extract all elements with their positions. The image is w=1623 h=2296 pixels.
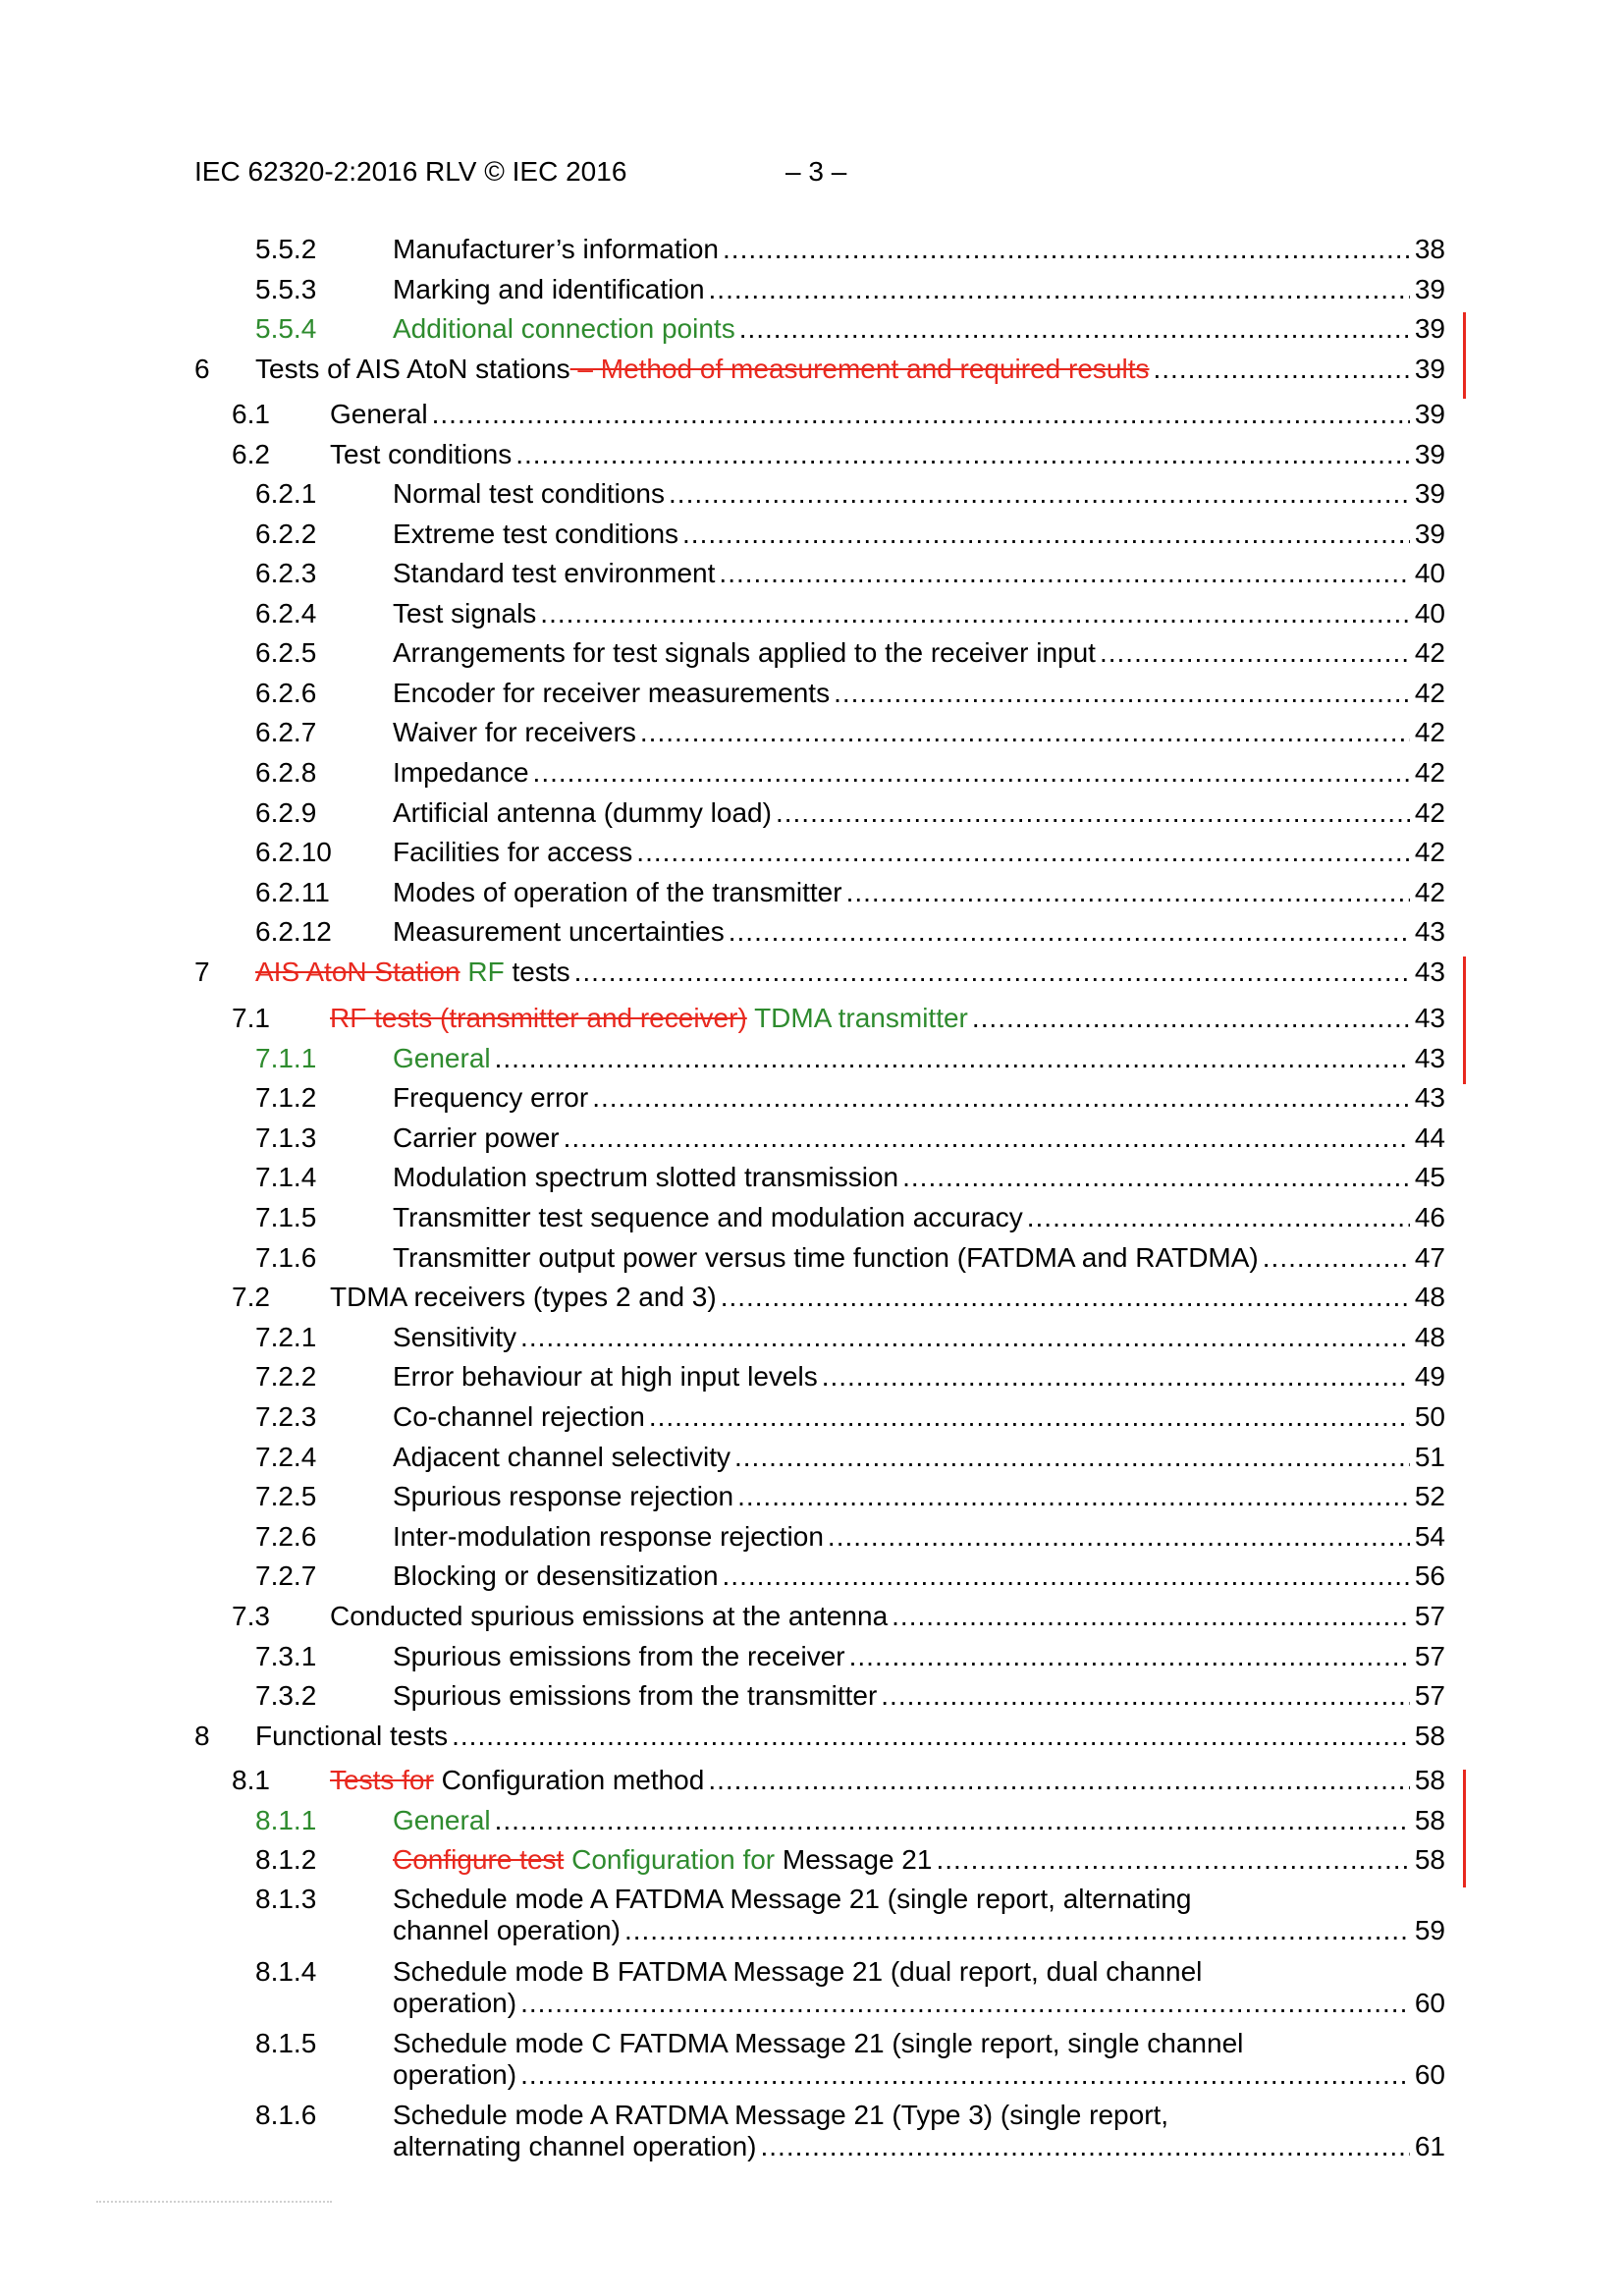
toc-entry-number: 6.2.11: [255, 877, 330, 907]
toc-entry[interactable]: [194, 2100, 1445, 2164]
toc-entry-number: 8.1: [232, 1765, 270, 1795]
toc-entry[interactable]: [194, 1805, 1445, 1838]
toc-entry[interactable]: [194, 1765, 1445, 1798]
toc-entry[interactable]: [194, 877, 1445, 910]
toc-entry-page-number: 42: [1414, 877, 1445, 907]
toc-entry[interactable]: [194, 1601, 1445, 1634]
dot-leader: [723, 234, 1410, 265]
dot-leader: [636, 837, 1410, 868]
dot-leader: [649, 1401, 1410, 1433]
toc-entry-page-number: 57: [1414, 1680, 1445, 1711]
toc-entry-title: [393, 274, 705, 305]
toc-entry-page-number: 43: [1414, 1082, 1445, 1113]
toc-entry-page-number: 40: [1414, 598, 1445, 629]
toc-entry-page-number: 58: [1414, 1765, 1445, 1795]
dot-leader: [495, 1805, 1410, 1836]
toc-entry-title: [393, 1043, 491, 1074]
dot-leader: [640, 717, 1410, 748]
dot-leader: [849, 1641, 1410, 1672]
title-text: operation): [393, 2059, 517, 2090]
toc-entry-page-number: 42: [1414, 678, 1445, 708]
dot-leader: [574, 957, 1410, 988]
toc-entry-page-number: 57: [1414, 1601, 1445, 1631]
toc-entry-number: 7.1.3: [255, 1122, 317, 1153]
toc-entry[interactable]: [194, 916, 1445, 950]
inserted-text: RF: [467, 957, 505, 987]
toc-entry[interactable]: [194, 1122, 1445, 1156]
title-text: Transmitter test sequence and modulation accuracy: [393, 1202, 1023, 1232]
title-text: Message 21: [775, 1844, 933, 1875]
dot-leader: [708, 1765, 1410, 1796]
dot-leader: [902, 1162, 1410, 1193]
toc-entry[interactable]: [194, 313, 1445, 347]
toc-entry[interactable]: [194, 757, 1445, 791]
toc-entry-page-number: 46: [1414, 1202, 1445, 1232]
toc-entry-page-number: 47: [1414, 1242, 1445, 1273]
title-text: Measurement uncertainties: [393, 916, 725, 947]
dot-leader: [432, 399, 1410, 430]
dot-leader: [776, 797, 1410, 829]
toc-entry-page-number: 48: [1414, 1282, 1445, 1312]
toc-entry[interactable]: [194, 1003, 1445, 1036]
toc-entry-title: [393, 313, 735, 345]
toc-entry-title: [393, 234, 719, 265]
dot-leader: [1100, 637, 1410, 669]
toc-entry-title: [393, 1242, 1259, 1274]
dot-leader: [846, 877, 1410, 908]
toc-entry-title: [393, 1442, 730, 1473]
toc-entry-title-line: Schedule mode A FATDMA Message 21 (single report, alternating: [393, 1884, 1192, 1914]
toc-entry[interactable]: [194, 717, 1445, 750]
toc-entry-title: [393, 2131, 756, 2162]
dot-leader: [533, 757, 1410, 789]
toc-entry[interactable]: [194, 1521, 1445, 1555]
toc-entry-page-number: 39: [1414, 274, 1445, 304]
toc-entry-page-number: 39: [1414, 478, 1445, 509]
dot-leader: [729, 916, 1410, 948]
toc-entry-page-number: 60: [1414, 1988, 1445, 2018]
toc-entry-page-number: 42: [1414, 837, 1445, 867]
title-text: Test signals: [393, 598, 537, 629]
toc-entry-title: [393, 1680, 877, 1712]
toc-entry-page-number: 61: [1414, 2131, 1445, 2161]
toc-entry-page-number: 42: [1414, 757, 1445, 788]
toc-entry-page-number: 39: [1414, 399, 1445, 429]
change-bar: [1463, 1770, 1466, 1887]
dot-leader: [719, 558, 1410, 589]
toc-entry-number: 7.2.1: [255, 1322, 317, 1352]
toc-entry-number: 6.2.2: [255, 519, 317, 549]
toc-entry[interactable]: [194, 837, 1445, 870]
toc-entry-title: [393, 1162, 898, 1193]
toc-entry[interactable]: [194, 2028, 1445, 2093]
dot-leader: [624, 1915, 1410, 1946]
title-text: Carrier power: [393, 1122, 560, 1153]
toc-entry[interactable]: [194, 519, 1445, 552]
toc-entry-page-number: 51: [1414, 1442, 1445, 1472]
toc-entry-title: [330, 1601, 888, 1632]
title-text: Spurious response rejection: [393, 1481, 734, 1511]
toc-entry-number: 6.2: [232, 439, 270, 469]
toc-entry-number: 7.2.5: [255, 1481, 317, 1511]
dot-leader: [495, 1043, 1410, 1074]
title-text: Arrangements for test signals applied to the receiver input: [393, 637, 1096, 668]
toc-entry-number: 8.1.4: [255, 1956, 317, 1987]
toc-entry[interactable]: [194, 598, 1445, 631]
toc-entry-title: [393, 717, 636, 748]
toc-entry-number: 7.3: [232, 1601, 270, 1631]
toc-entry-title: [393, 877, 842, 908]
toc-entry-page-number: 39: [1414, 354, 1445, 384]
toc-entry-number: 6.2.4: [255, 598, 317, 629]
toc-entry-page-number: 43: [1414, 957, 1445, 987]
title-text: Marking and identification: [393, 274, 705, 304]
dot-leader: [822, 1361, 1410, 1393]
toc-entry-page-number: 40: [1414, 558, 1445, 588]
toc-entry[interactable]: [194, 1162, 1445, 1195]
toc-entry-title: [393, 1805, 491, 1836]
toc-entry-number: 8: [194, 1721, 210, 1751]
toc-entry[interactable]: [194, 797, 1445, 831]
toc-entry-number: 6.2.12: [255, 916, 332, 947]
toc-entry-title: [330, 399, 428, 430]
title-text: Encoder for receiver measurements: [393, 678, 831, 708]
toc-entry[interactable]: [194, 1721, 1445, 1754]
toc-entry[interactable]: [194, 234, 1445, 267]
toc-entry-page-number: 50: [1414, 1401, 1445, 1432]
deleted-text: Tests for: [330, 1765, 434, 1795]
toc-entry[interactable]: [194, 1844, 1445, 1878]
dot-leader: [1263, 1242, 1410, 1274]
toc-entry-title-line: Schedule mode A RATDMA Message 21 (Type 3) (single report,: [393, 2100, 1169, 2130]
toc-entry-title: [330, 1003, 968, 1034]
toc-entry-number: 7.2.7: [255, 1560, 317, 1591]
toc-entry-title: [255, 1721, 448, 1752]
toc-entry-page-number: 60: [1414, 2059, 1445, 2090]
toc-entry-page-number: 38: [1414, 234, 1445, 264]
title-text: Normal test conditions: [393, 478, 666, 509]
header-document-reference: IEC 62320-2:2016 RLV © IEC 2016: [194, 156, 627, 187]
dot-leader: [723, 1560, 1410, 1592]
toc-entry-page-number: 42: [1414, 637, 1445, 668]
toc-entry-number: 8.1.2: [255, 1844, 317, 1875]
dot-leader: [520, 1322, 1410, 1353]
dot-leader: [892, 1601, 1410, 1632]
toc-entry-title: [393, 797, 772, 829]
header-page-number: – 3 –: [785, 156, 847, 187]
toc-entry-title: [393, 558, 715, 589]
dot-leader: [721, 1282, 1410, 1313]
toc-entry-title: [393, 1844, 932, 1876]
dot-leader: [592, 1082, 1410, 1114]
toc-entry-number: 7.1.6: [255, 1242, 317, 1273]
toc-entry-number: 8.1.3: [255, 1884, 317, 1914]
toc-entry-title: [393, 1641, 845, 1672]
toc-entry-number: 8.1.5: [255, 2028, 317, 2058]
toc-entry-title: [393, 1202, 1023, 1233]
toc-entry-number: 6.2.7: [255, 717, 317, 747]
title-text: Configuration method: [433, 1765, 705, 1795]
toc-entry[interactable]: [194, 1442, 1445, 1475]
title-text: Modes of operation of the transmitter: [393, 877, 842, 907]
title-text: Waiver for receivers: [393, 717, 636, 747]
toc-entry[interactable]: [194, 1560, 1445, 1594]
title-text: Spurious emissions from the receiver: [393, 1641, 845, 1671]
toc-entry-title: [393, 1322, 516, 1353]
toc-entry-number: 7.2.4: [255, 1442, 317, 1472]
toc-entry-number: 7.2.3: [255, 1401, 317, 1432]
toc-entry-page-number: 58: [1414, 1721, 1445, 1751]
title-text: Adjacent channel selectivity: [393, 1442, 730, 1472]
title-text: Co-channel rejection: [393, 1401, 645, 1432]
toc-entry-number: 7.1.4: [255, 1162, 317, 1192]
title-text: Tests of AIS AtoN stations: [255, 354, 570, 384]
title-text: [564, 1844, 571, 1875]
toc-entry-number: 7.1.1: [255, 1043, 317, 1073]
change-bar: [1463, 312, 1466, 399]
toc-entry-title: [393, 637, 1096, 669]
toc-entry[interactable]: [194, 439, 1445, 472]
dot-leader: [760, 2131, 1410, 2162]
toc-entry-number: 6.2.10: [255, 837, 332, 867]
toc-entry[interactable]: [194, 274, 1445, 307]
toc-entry-title-line: Schedule mode B FATDMA Message 21 (dual report, dual channel: [393, 1956, 1203, 1987]
toc-entry[interactable]: [194, 399, 1445, 432]
toc-entry-number: 7.1: [232, 1003, 270, 1033]
toc-entry-title: [393, 1521, 824, 1553]
toc-entry-page-number: 43: [1414, 1003, 1445, 1033]
toc-entry-number: 6: [194, 354, 210, 384]
dot-leader: [737, 1481, 1410, 1512]
toc-entry-title: [330, 1765, 704, 1796]
toc-entry-title: [393, 1122, 560, 1154]
toc-entry-number: 7.2: [232, 1282, 270, 1312]
toc-entry-number: 7.2.6: [255, 1521, 317, 1552]
toc-entry-title: [393, 2059, 516, 2091]
toc-entry-page-number: 52: [1414, 1481, 1445, 1511]
toc-entry-title: [393, 1401, 645, 1433]
dot-leader: [515, 439, 1410, 470]
dot-leader: [834, 678, 1410, 709]
toc-entry-number: 5.5.2: [255, 234, 317, 264]
toc-entry-number: 6.2.1: [255, 478, 317, 509]
toc-entry-number: 7: [194, 957, 210, 987]
toc-entry-title: [330, 1282, 717, 1313]
title-text: Standard test environment: [393, 558, 716, 588]
dot-leader: [669, 478, 1410, 510]
toc-entry-number: 7.2.2: [255, 1361, 317, 1392]
title-text: [747, 1003, 754, 1033]
dot-leader: [709, 274, 1410, 305]
toc-entry[interactable]: [194, 1641, 1445, 1674]
dot-leader: [739, 313, 1410, 345]
toc-entry-title: [393, 916, 725, 948]
dot-leader: [734, 1442, 1410, 1473]
toc-entry-title: [393, 1481, 733, 1512]
change-bar: [1463, 957, 1466, 1084]
title-text: alternating channel operation): [393, 2131, 757, 2161]
toc-entry-number: 7.1.2: [255, 1082, 317, 1113]
dot-leader: [936, 1844, 1410, 1876]
toc-entry-number: 6.2.6: [255, 678, 317, 708]
toc-entry[interactable]: [194, 1082, 1445, 1116]
toc-entry[interactable]: [194, 558, 1445, 591]
toc-entry-page-number: 54: [1414, 1521, 1445, 1552]
toc-entry-page-number: 43: [1414, 916, 1445, 947]
toc-entry[interactable]: [194, 957, 1445, 990]
toc-entry-page-number: 44: [1414, 1122, 1445, 1153]
title-text: Modulation spectrum slotted transmission: [393, 1162, 899, 1192]
dot-leader: [972, 1003, 1410, 1034]
title-text: Extreme test conditions: [393, 519, 679, 549]
title-text: tests: [504, 957, 570, 987]
title-text: General: [330, 399, 428, 429]
toc-entry-title: [393, 598, 536, 629]
dot-leader: [1027, 1202, 1410, 1233]
toc-entry-title: [393, 1560, 719, 1592]
deleted-text: RF tests (transmitter and receiver): [330, 1003, 747, 1033]
toc-entry[interactable]: [194, 1680, 1445, 1714]
toc-entry-page-number: 39: [1414, 519, 1445, 549]
toc-entry-title: [393, 1361, 818, 1393]
title-text: operation): [393, 1988, 517, 2018]
dot-leader: [564, 1122, 1410, 1154]
toc-entry-number: 6.2.5: [255, 637, 317, 668]
title-text: Manufacturer’s information: [393, 234, 720, 264]
toc-entry-number: 6.1: [232, 399, 270, 429]
toc-entry[interactable]: [194, 354, 1445, 387]
toc-entry[interactable]: [194, 478, 1445, 512]
toc-entry-number: 5.5.4: [255, 313, 317, 344]
title-text: Conducted spurious emissions at the antenna: [330, 1601, 889, 1631]
deleted-text: AIS AtoN Station: [255, 957, 460, 987]
toc-entry[interactable]: [194, 1282, 1445, 1315]
toc-entry-page-number: 45: [1414, 1162, 1445, 1192]
title-text: Blocking or desensitization: [393, 1560, 719, 1591]
toc-entry-title: [393, 1915, 621, 1946]
toc-entry-page-number: 49: [1414, 1361, 1445, 1392]
inserted-text: Configuration for: [571, 1844, 776, 1875]
toc-entry-number: 8.1.6: [255, 2100, 317, 2130]
toc-entry-number: 6.2.9: [255, 797, 317, 828]
title-text: Inter-modulation response rejection: [393, 1521, 824, 1552]
toc-entry[interactable]: [194, 1361, 1445, 1394]
toc-entry-page-number: 56: [1414, 1560, 1445, 1591]
title-text: Error behaviour at high input levels: [393, 1361, 818, 1392]
toc-entry-page-number: 58: [1414, 1805, 1445, 1835]
toc-entry-page-number: 43: [1414, 1043, 1445, 1073]
dot-leader: [682, 519, 1410, 550]
toc-entry-page-number: 59: [1414, 1915, 1445, 1945]
toc-entry-title: [393, 1988, 516, 2019]
toc-entry-title: [255, 354, 1149, 385]
toc-entry-page-number: 57: [1414, 1641, 1445, 1671]
toc-entry[interactable]: [194, 1481, 1445, 1514]
toc-entry-title: [255, 957, 570, 988]
toc-entry-title: [393, 519, 678, 550]
dot-leader: [520, 2059, 1410, 2091]
dot-leader: [452, 1721, 1410, 1752]
dot-leader: [520, 1988, 1410, 2019]
title-text: TDMA receivers (types 2 and 3): [330, 1282, 717, 1312]
toc-entry[interactable]: [194, 1242, 1445, 1276]
title-text: Impedance: [393, 757, 529, 788]
title-text: Functional tests: [255, 1721, 449, 1751]
toc-entry-title: [393, 757, 529, 789]
toc-entry-number: 7.1.5: [255, 1202, 317, 1232]
toc-entry-title: [393, 478, 665, 510]
deleted-text: – Method of measurement and required results: [569, 354, 1150, 384]
dot-leader: [881, 1680, 1410, 1712]
title-text: Test conditions: [330, 439, 513, 469]
toc-entry-page-number: 42: [1414, 797, 1445, 828]
title-text: Artificial antenna (dummy load): [393, 797, 772, 828]
dot-leader: [1153, 354, 1410, 385]
toc-entry-number: 7.3.2: [255, 1680, 317, 1711]
inserted-text: General: [393, 1805, 491, 1835]
title-text: channel operation): [393, 1915, 621, 1945]
footer-mark: [96, 2201, 332, 2207]
title-text: Frequency error: [393, 1082, 589, 1113]
toc-entry-title: [393, 837, 632, 868]
toc-entry-title-line: Schedule mode C FATDMA Message 21 (single report, single channel: [393, 2028, 1244, 2058]
toc-entry-page-number: 48: [1414, 1322, 1445, 1352]
toc-entry[interactable]: [194, 1884, 1445, 1948]
title-text: Facilities for access: [393, 837, 633, 867]
title-text: Transmitter output power versus time function (FATDMA and RATDMA): [393, 1242, 1259, 1273]
toc-entry-page-number: 39: [1414, 439, 1445, 469]
toc-entry[interactable]: [194, 678, 1445, 711]
toc-entry[interactable]: [194, 1202, 1445, 1235]
title-text: Spurious emissions from the transmitter: [393, 1680, 878, 1711]
toc-entry-number: 5.5.3: [255, 274, 317, 304]
toc-entry[interactable]: [194, 637, 1445, 671]
title-text: Sensitivity: [393, 1322, 517, 1352]
inserted-text: Additional connection points: [393, 313, 735, 344]
toc-entry-number: 8.1.1: [255, 1805, 317, 1835]
dot-leader: [540, 598, 1410, 629]
toc-entry-page-number: 39: [1414, 313, 1445, 344]
inserted-text: General: [393, 1043, 491, 1073]
toc-entry-title: [330, 439, 512, 470]
toc-entry-number: 7.3.1: [255, 1641, 317, 1671]
toc-entry-page-number: 42: [1414, 717, 1445, 747]
toc-entry-title: [393, 678, 830, 709]
toc-entry-number: 6.2.3: [255, 558, 317, 588]
toc-entry[interactable]: [194, 1401, 1445, 1435]
toc-entry[interactable]: [194, 1043, 1445, 1076]
toc-entry-title: [393, 1082, 588, 1114]
toc-entry-number: 6.2.8: [255, 757, 317, 788]
toc-entry[interactable]: [194, 1956, 1445, 2021]
inserted-text: TDMA transmitter: [754, 1003, 968, 1033]
toc-entry[interactable]: [194, 1322, 1445, 1355]
dot-leader: [828, 1521, 1410, 1553]
toc-entry-page-number: 58: [1414, 1844, 1445, 1875]
deleted-text: Configure test: [393, 1844, 565, 1875]
